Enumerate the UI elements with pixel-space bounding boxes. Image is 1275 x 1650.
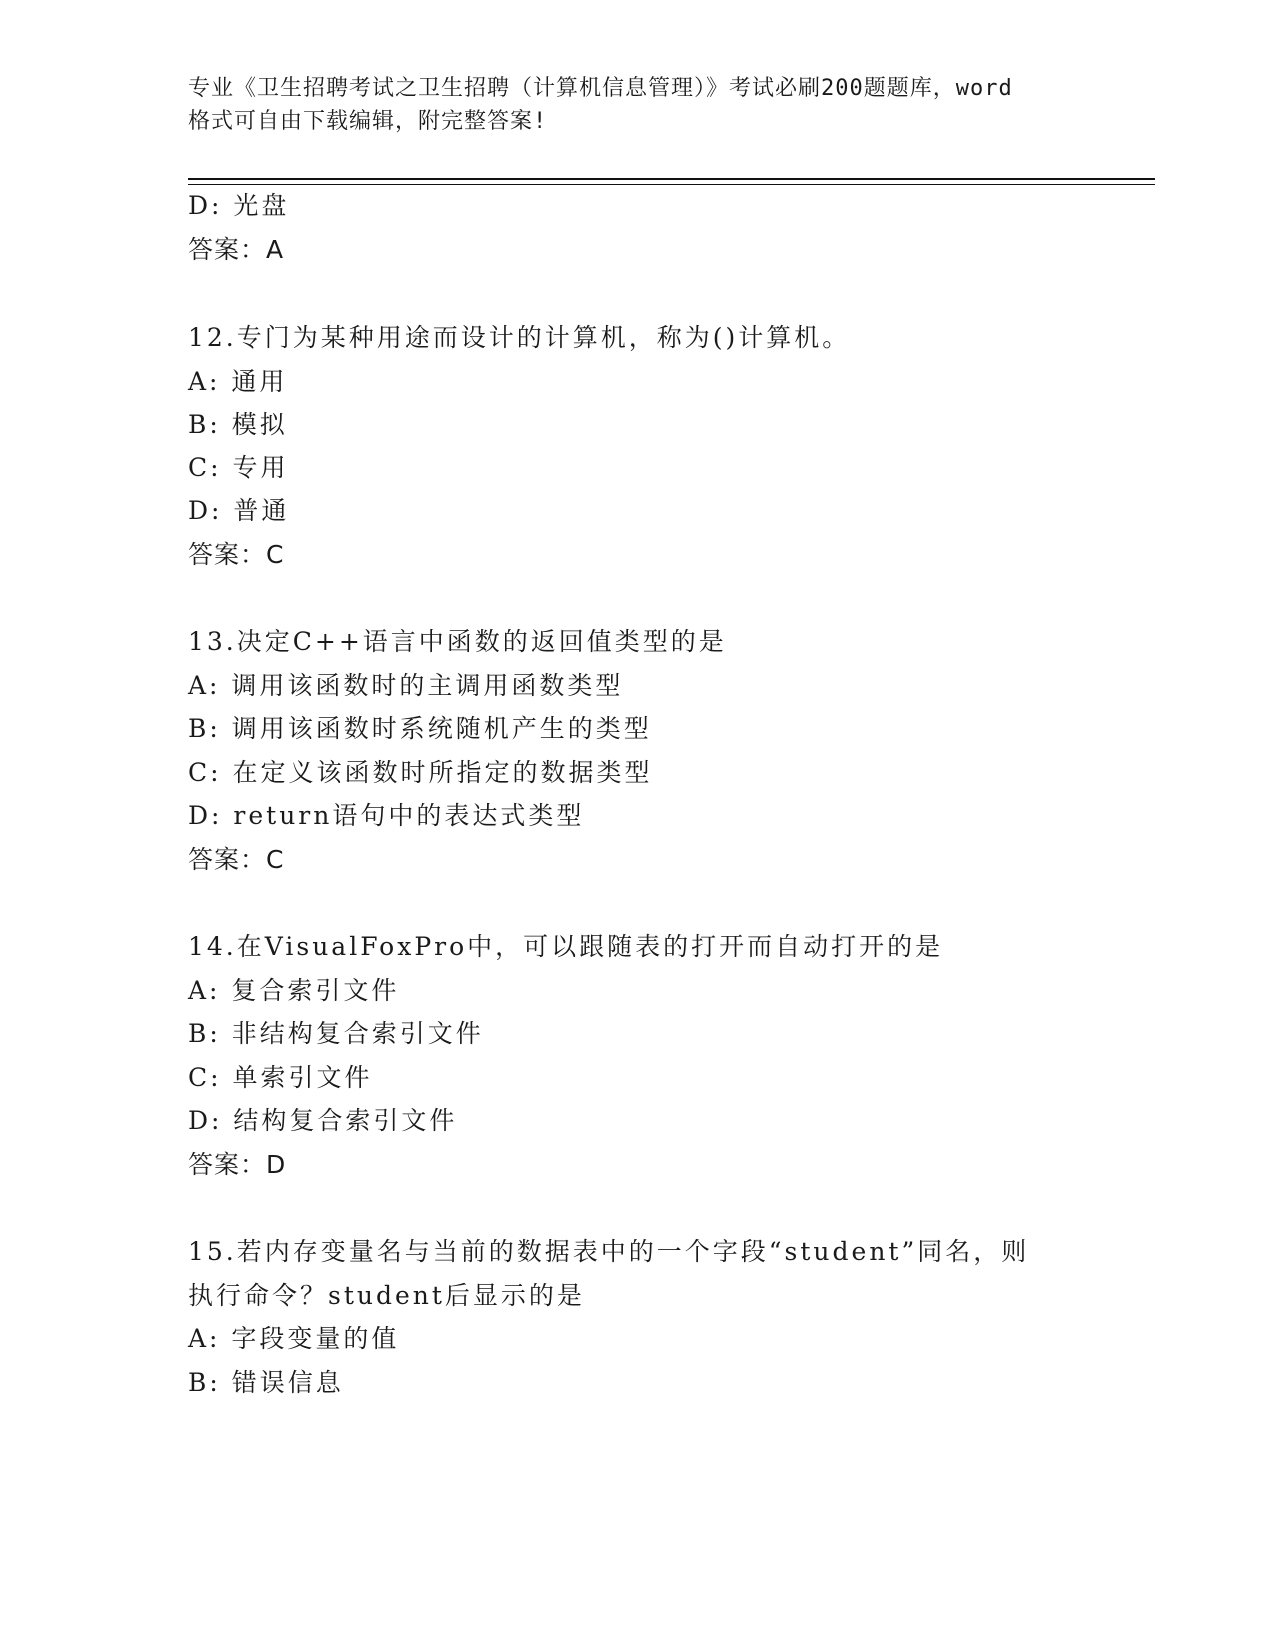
header-divider bbox=[188, 178, 1155, 180]
question-12: 12.专门为某种用途而设计的计算机，称为()计算机。 bbox=[188, 323, 851, 352]
q13-answer: 答案：C bbox=[188, 845, 285, 874]
question-14: 14.在VisualFoxPro中，可以跟随表的打开而自动打开的是 bbox=[188, 932, 944, 961]
question-15-line-2: 执行命令？student后显示的是 bbox=[188, 1281, 585, 1310]
q14-answer: 答案：D bbox=[188, 1150, 287, 1179]
q12-answer: 答案：C bbox=[188, 540, 285, 569]
document-header bbox=[188, 72, 1088, 138]
header-divider-thin bbox=[188, 184, 1155, 185]
q13-option-d: D: return语句中的表达式类型 bbox=[188, 801, 585, 830]
q14-option-a: A: 复合索引文件 bbox=[188, 976, 400, 1005]
question-13: 13.决定C++语言中函数的返回值类型的是 bbox=[188, 627, 727, 656]
header-line-2: 格式可自由下载编辑，附完整答案! bbox=[188, 109, 548, 134]
q14-option-b: B: 非结构复合索引文件 bbox=[188, 1019, 484, 1048]
q14-option-c: C: 单索引文件 bbox=[188, 1063, 373, 1092]
option-d: D: 光盘 bbox=[188, 191, 290, 220]
q15-option-b: B: 错误信息 bbox=[188, 1368, 344, 1397]
q12-option-d: D: 普通 bbox=[188, 496, 290, 525]
q13-option-b: B: 调用该函数时系统随机产生的类型 bbox=[188, 714, 652, 743]
answer: 答案：A bbox=[188, 235, 285, 264]
q14-option-d: D: 结构复合索引文件 bbox=[188, 1106, 458, 1135]
q13-option-c: C: 在定义该函数时所指定的数据类型 bbox=[188, 758, 653, 787]
q12-option-c: C: 专用 bbox=[188, 453, 289, 482]
q13-option-a: A: 调用该函数时的主调用函数类型 bbox=[188, 671, 624, 700]
q12-option-a: A: 通用 bbox=[188, 367, 288, 396]
question-15-line-1: 15.若内存变量名与当前的数据表中的一个字段“student”同名，则 bbox=[188, 1237, 1030, 1266]
q12-option-b: B: 模拟 bbox=[188, 410, 288, 439]
q15-option-a: A: 字段变量的值 bbox=[188, 1324, 400, 1353]
header-line-1: 专业《卫生招聘考试之卫生招聘（计算机信息管理）》考试必刷200题题库，word bbox=[188, 76, 1013, 101]
